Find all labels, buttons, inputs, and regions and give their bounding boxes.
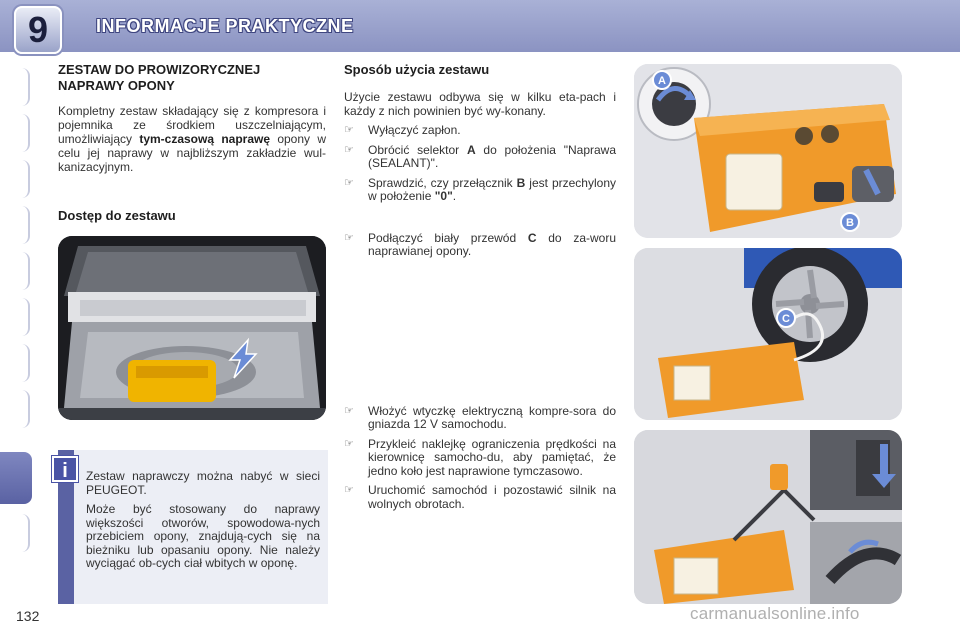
plug-socket-drawing <box>634 430 902 604</box>
steps-group-3 <box>344 405 616 512</box>
step-item: ☞ Obrócić selektor A do położenia "Naprawa (SEALANT)". <box>344 142 617 170</box>
step-item: ☞ Przykleić naklejkę ograniczenia prędkości na kierownicę samocho-du, aby pamiętać, że jedno koło jest naprawione tymczasowo. <box>344 436 616 478</box>
info-icon: i <box>52 456 78 482</box>
pointing-hand-icon: ☞ <box>344 176 354 189</box>
compressor-selector-drawing <box>634 64 902 238</box>
info-box <box>58 450 328 604</box>
step-item: ☞ Włożyć wtyczkę elektryczną kompre-sora do gniazda 12 V samochodu. <box>344 403 616 431</box>
section-title-usage: Sposób użycia zestawu <box>344 62 490 77</box>
step-item: ☞ Wyłączyć zapłon. <box>344 123 461 137</box>
chapter-number: 9 <box>27 9 49 50</box>
usage-intro: Użycie zestawu odbywa się w kilku eta-pach i każdy z nich powinien być wy-konany. <box>344 90 616 118</box>
left-column <box>58 62 326 224</box>
chapter-badge <box>14 6 62 54</box>
thumb-tab-active <box>0 452 32 504</box>
middle-column <box>344 62 616 517</box>
tyre-connection-drawing <box>634 248 902 420</box>
trunk-drawing <box>58 236 326 420</box>
compressor-selector-illustration <box>634 64 902 238</box>
info-text-2: Może być stosowany do naprawy większości otworów, spowodowa-nych przebiciem opony, znajdują-cych się na bieżniku lub opasaniu opony. Nie należy wyciągać ob-cych ciał wbitych w oponę. <box>86 502 320 570</box>
page-title: INFORMACJE PRAKTYCZNE <box>96 16 354 36</box>
thumb-tab <box>0 344 30 382</box>
kit-intro-bold: tym-czasową naprawę <box>139 132 271 146</box>
steps-group-1 <box>344 124 616 204</box>
pointing-hand-icon: ☞ <box>344 143 354 156</box>
kit-intro <box>58 104 326 174</box>
pointing-hand-icon: ☞ <box>344 437 354 450</box>
steps-group-2 <box>344 232 616 259</box>
chapter-thumb-tabs <box>0 68 32 578</box>
page-number: 132 <box>16 608 40 624</box>
thumb-tab <box>0 160 30 198</box>
section-title-access: Dostęp do zestawu <box>58 208 176 223</box>
tyre-connection-illustration <box>634 248 902 420</box>
watermark: carmanualsonline.info <box>690 604 860 623</box>
kit-intro-text: Kompletny zestaw składający się z kompresora i pojemnika ze środkiem uszczelniającym, umożliwiający <box>58 104 326 146</box>
thumb-tab <box>0 514 30 552</box>
thumb-tab <box>0 298 30 336</box>
thumb-tab <box>0 68 30 106</box>
label-c: C <box>782 313 790 325</box>
thumb-tab <box>0 114 30 152</box>
thumb-tab <box>0 390 30 428</box>
thumb-tab <box>0 252 30 290</box>
pointing-hand-icon: ☞ <box>344 124 354 136</box>
trunk-illustration <box>58 236 326 420</box>
thumb-tab <box>0 206 30 244</box>
section-title-kit: ZESTAW DO PROWIZORYCZNEJ NAPRAWY OPONY <box>58 62 261 93</box>
plug-socket-illustration <box>634 430 902 604</box>
kit-intro-text-end: opony w celu jej naprawy w najbliższym zakładzie wul-kanizacyjnym. <box>58 132 326 174</box>
info-text-1: Zestaw naprawczy można nabyć w sieci PEUGEOT. <box>86 469 320 497</box>
label-a: A <box>658 75 666 87</box>
pointing-hand-icon: ☞ <box>344 484 354 496</box>
pointing-hand-icon: ☞ <box>344 404 354 417</box>
step-item: ☞ Uruchomić samochód i pozostawić silnik na wolnych obrotach. <box>344 483 616 511</box>
pointing-hand-icon: ☞ <box>344 231 354 244</box>
step-item: ☞ Podłączyć biały przewód C do za-woru naprawianej opony. <box>344 230 616 258</box>
step-item: ☞ Sprawdzić, czy przełącznik B jest przechylony w położenie "0". <box>344 175 616 203</box>
label-b: B <box>846 217 854 229</box>
